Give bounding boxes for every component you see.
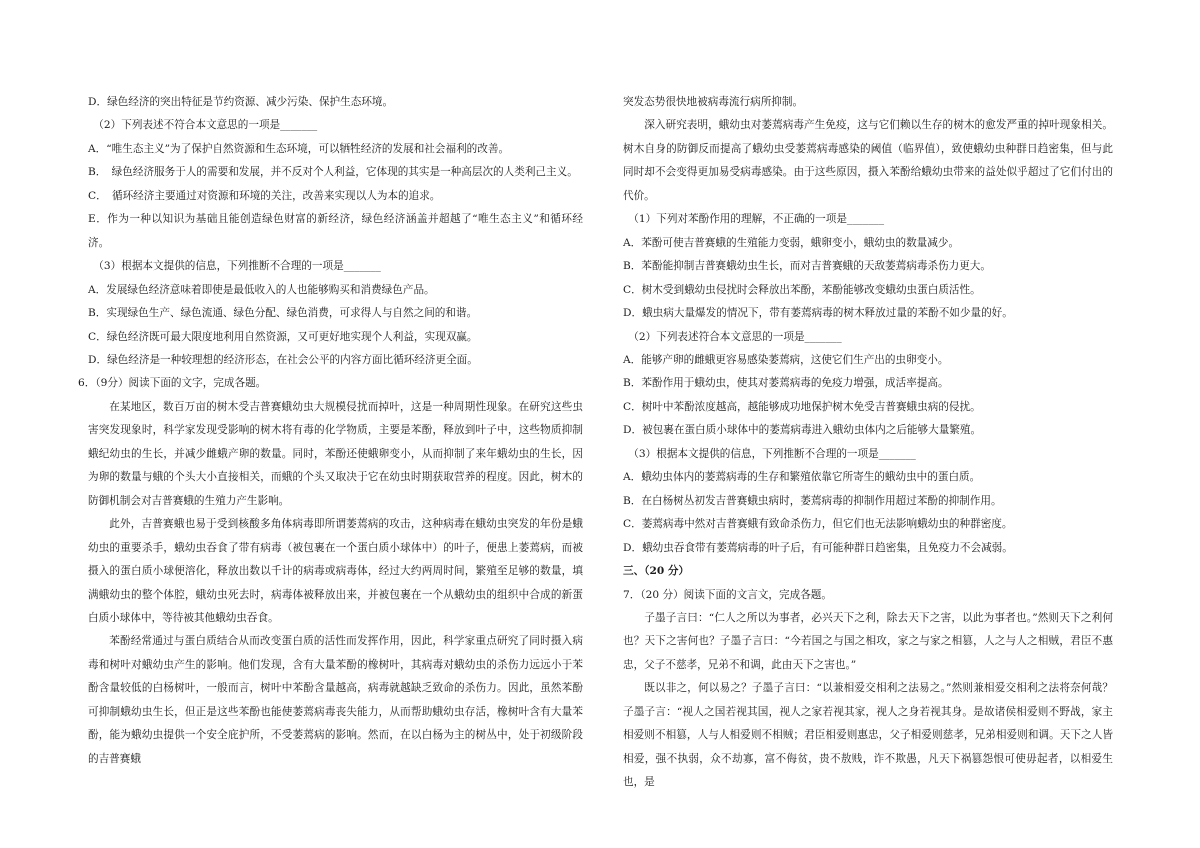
- option-line: B．实现绿色生产、绿色流通、绿色分配、绿色消费，可求得人与自然之间的和谐。: [88, 307, 478, 320]
- body-paragraph: 深入研究表明，蛾幼虫对萎蔫病毒产生免疫，这与它们赖以生存的树木的愈发严重的掉叶现象相关。树木自身的防御反而提高了蛾幼虫受萎蔫病毒感染的阈值（临界值），致使蛾幼虫种群日趋密集，但与此同时却不会变得更加易受病毒感染。由于这些原因，摄入苯酚给蛾幼虫带来的益处似乎超过了它们付出的代价。: [623, 119, 1113, 202]
- option-line: A．能够产卵的雌蛾更容易感染萎蔫病，这使它们生产出的虫卵变小。: [623, 353, 949, 366]
- option-line: D．蛾虫病大量爆发的情况下，带有萎蔫病毒的树木释放过量的苯酚不如少量的好。: [623, 307, 1013, 320]
- question-heading: 6．（9分）阅读下面的文字，完成各题。: [78, 377, 267, 390]
- option-line: D．被包裹在蛋白质小球体中的萎蔫病毒进入蛾幼虫体内之后能够大量繁殖。: [623, 424, 982, 437]
- option-line: A．“唯生态主义”为了保护自然资源和生态环境，可以牺牲经济的发展和社会福利的改善。: [88, 142, 510, 155]
- option-line: C． 循环经济主要通过对资源和环境的关注，改善来实现以人为本的追求。: [88, 189, 441, 202]
- option-line: D．绿色经济是一种较理想的经济形态，在社会公平的内容方面比循环经济更全面。: [88, 353, 478, 366]
- option-line: 突发态势很快地被病毒流行病所抑制。: [623, 96, 804, 108]
- option-line: B．苯酚作用于蛾幼虫，使其对萎蔫病毒的免疫力增强，成活率提高。: [623, 377, 949, 390]
- option-line: A．苯酚可使吉普赛蛾的生殖能力变弱，蛾卵变小，蛾幼虫的数量减少。: [623, 236, 960, 249]
- body-paragraph: 苯酚经常通过与蛋白质结合从而改变蛋白质的活性而发挥作用，因此，科学家重点研究了同时摄入病毒和树叶对蛾幼虫产生的影响。他们发现，含有大量苯酚的橡树叶，其病毒对蛾幼虫的杀伤力远远小于苯酚含量较低的白杨树叶，一般而言，树叶中苯酚含量越高，病毒就越缺乏致命的杀伤力。因此，虽然苯酚可抑制蛾幼虫生长，但正是这些苯酚也能使萎蔫病毒丧失能力，从而帮助蛾幼虫存活，橡树叶含有大量苯酚，能为蛾幼虫提供一个安全庇护所，不受萎蔫病的影响。然而，在以白杨为主的树丛中，处于初级阶段的吉普赛蛾: [88, 635, 583, 765]
- option-line: C．树叶中苯酚浓度越高，越能够成功地保护树木免受吉普赛蛾虫病的侵扰。: [623, 400, 981, 413]
- sub-question: （3）根据本文提供的信息，下列推断不合理的一项是_______: [628, 447, 916, 460]
- section-heading: 三、（20 分）: [623, 565, 690, 578]
- option-line: B． 绿色经济服务于人的需要和发展，并不反对个人利益，它体现的其实是一种高层次的人类利己主义。: [88, 166, 578, 179]
- option-line: B．在白杨树丛初发吉普赛蛾虫病时，萎蔫病毒的抑制作用超过苯酚的抑制作用。: [623, 494, 1002, 507]
- left-column: [78, 91, 583, 771]
- option-line: C．绿色经济既可最大限度地利用自然资源，又可更好地实现个人利益，实现双赢。: [88, 330, 478, 343]
- body-paragraph: 此外，吉普赛蛾也易于受到核酸多角体病毒即所谓萎蔫病的攻击，这种病毒在蛾幼虫突发的年份是蛾幼虫的重要杀手，蛾幼虫吞食了带有病毒（被包裹在一个蛋白质小球体中）的叶子，便患上萎蔫病，而被摄入的蛋白质小球便溶化，释放出数以千计的病毒或病毒体，经过大约两周时间，繁殖至足够的数量，填满蛾幼虫的整个体腔，蛾幼虫死去时，病毒体被释放出来，并被包裹在一个从蛾幼虫的组织中合成的新蛋白质小球体中，等待被其他蛾幼虫吞食。: [88, 518, 583, 624]
- option-line: B．苯酚能抑制吉普赛蛾幼虫生长，而对吉普赛蛾的天敌萎蔫病毒杀伤力更大。: [623, 260, 991, 273]
- body-paragraph: 在某地区，数百万亩的树木受吉普赛蛾幼虫大规模侵扰而掉叶，这是一种周期性现象。在研究这些虫害突发现象时，科学家发现受影响的树木将有毒的化学物质，主要是苯酚，释放到叶子中，这些物质抑制蛾纪幼虫的生长，并减少雌蛾产卵的数量。同时，苯酚还使蛾卵变小，从而抑制了来年蛾幼虫的生长，因为卵的数量与蛾的个头大小直接相关，而蛾的个头又取决于它在幼虫时期获取营养的程度。因此，树木的防御机制会对吉普赛蛾的生殖力产生影响。: [88, 400, 583, 507]
- sub-question: （2）下列表述符合本文意思的一项是_______: [628, 330, 842, 343]
- sub-question: （2）下列表述不符合本文意思的一项是_______: [93, 119, 318, 132]
- right-column: [623, 91, 1113, 795]
- option-line: C．萎蔫病毒中然对吉普赛蛾有致命杀伤力，但它们也无法影响蛾幼虫的种群密度。: [623, 518, 1013, 531]
- option-line: A．蛾幼虫体内的萎蔫病毒的生存和繁殖依靠它所寄生的蛾幼虫中的蛋白质。: [623, 471, 981, 484]
- option-line: E．作为一种以知识为基础且能创造绿色财富的新经济，绿色经济涵盖并超越了“唯生态主义”和循环经济。: [88, 213, 583, 249]
- body-paragraph: 既以非之，何以易之？子墨子言曰：“以兼相爱交相利之法易之。”然则兼相爱交相利之法将奈何哉？子墨子言：“视人之国若视其国，视人之家若视其家，视人之身若视其身。是故诸侯相爱则不野战，家主相爱则不相篡，人与人相爱则不相贼；君臣相爱则惠忠，父子相爱则慈孝，兄弟相爱则和调。天下之人皆相爱，强不执弱，众不劫寡，富不侮贫，贵不敖贱，诈不欺愚，凡天下祸篡怨恨可使毋起者，以相爱生也，是: [623, 682, 1113, 789]
- option-line: C．树木受到蛾幼虫侵扰时会释放出苯酚，苯酚能够改变蛾幼虫蛋白质活性。: [623, 283, 981, 296]
- body-paragraph: 子墨子言曰：“仁人之所以为事者，必兴天下之利，除去天下之害，以此为事者也。”然则天下之利何也？天下之害何也？子墨子言曰：“今若国之与国之相攻，家之与家之相篡，人之与人之相贼，君臣不惠忠，父子不慈孝，兄弟不和调，此由天下之害也。”: [623, 611, 1113, 671]
- sub-question: （3）根据本文提供的信息，下列推断不合理的一项是_______: [93, 260, 381, 273]
- option-line: A．发展绿色经济意味着即使是最低收入的人也能够购买和消费绿色产品。: [88, 283, 435, 296]
- sub-question: （1）下列对苯酚作用的理解，不正确的一项是_______: [628, 213, 884, 226]
- option-line: D．绿色经济的突出特征是节约资源、减少污染、保护生态环境。: [88, 96, 394, 108]
- option-line: 7．（20 分）阅读下面的文言文，完成各题。: [623, 588, 832, 601]
- option-line: D．蛾幼虫吞食带有萎蔫病毒的叶子后，有可能种群日趋密集，且免疫力不会减弱。: [623, 541, 1013, 554]
